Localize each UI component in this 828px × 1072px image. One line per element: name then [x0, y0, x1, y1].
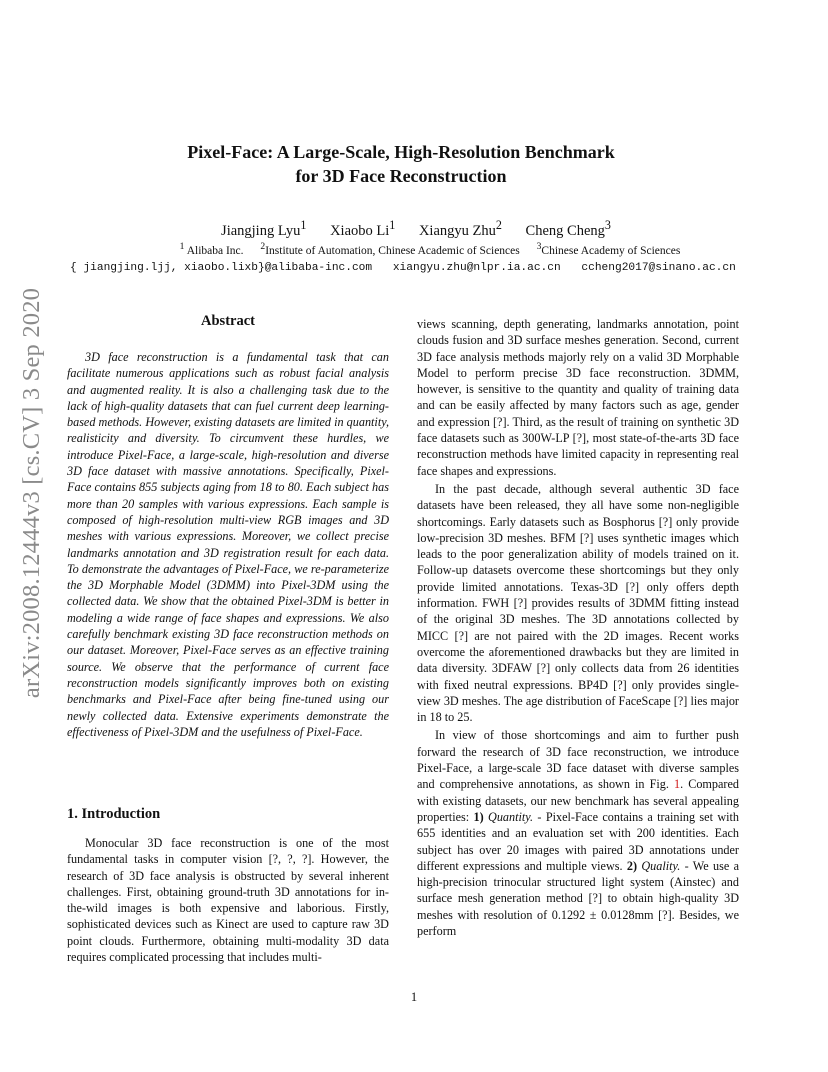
email: ccheng2017@sinano.ac.cn: [581, 262, 736, 274]
introduction-left-column: [67, 835, 389, 965]
author: [418, 218, 502, 239]
author-affil-sup: 1: [300, 218, 307, 232]
author: [525, 218, 611, 239]
right-column: [417, 316, 739, 939]
paper-title: [100, 140, 702, 188]
author-affil-sup: 1: [389, 218, 396, 232]
affiliation-sup: 1: [179, 241, 185, 252]
author: [330, 218, 396, 239]
author-list: [150, 218, 682, 240]
body-paragraph: Monocular 3D face reconstruction is one of the most fundamental tasks in computer vision [?, ?, ?]. However, the research of 3D face analysis is obstructed by several inherent challenges. First, obtaining ground-truth 3D annotations for in-the-wild images is both expensive and laborious. Firstly, sophisticated devices such as Kinect are used to capture raw 3D point clouds. Furthermore, obtaining multi-modality 3D data requires complicated processing that includes multi-: [67, 836, 389, 965]
affiliation: [536, 241, 681, 257]
affiliation-list: [90, 241, 770, 257]
affiliation-text: Institute of Automation, Chinese Academic of Sciences: [265, 244, 520, 257]
property-number: 2): [626, 858, 642, 873]
author-name: Xiangyu Zhu: [418, 222, 496, 239]
page-number: 1: [410, 990, 418, 1004]
text-run: . Compared with existing datasets, our new benchmark has several appealing properties:: [417, 777, 739, 824]
author-affil-sup: 3: [604, 218, 611, 232]
author-name: Cheng Cheng: [525, 222, 605, 239]
affiliation-text: Chinese Academy of Sciences: [541, 244, 681, 257]
text-run: In view of those shortcomings and aim to further push forward the research of 3D face reconstruction, we introduce Pixel-Face, a large-scale 3D face dataset with diverse samples and comprehensive annotations, as shown in Fig.: [417, 728, 739, 792]
author-name: Xiaobo Li: [330, 222, 390, 239]
affiliation-sup: 2: [260, 241, 266, 252]
body-paragraph: [417, 727, 739, 939]
property-number: 1): [473, 809, 489, 824]
abstract-body: [67, 349, 389, 740]
property-label: Quality.: [641, 858, 681, 873]
title-line-2: for 3D Face Reconstruction: [295, 166, 507, 186]
section-heading-introduction: 1. Introduction: [67, 806, 161, 822]
text-run: - We use a high-precision trinocular structured light system (Ainstec) and surface mesh generation method [?] to obtain high-quality 3D meshes with resolution of 0.1292 ± 0.0128mm [?]. Besides, we perform: [417, 858, 739, 938]
property-label: Quantity.: [488, 809, 534, 824]
body-paragraph: In the past decade, although several authentic 3D face datasets have been released, they all have some non-negligible shortcomings. Early datasets such as Bosphorus [?] only provide low-precision 3D meshes. BFM [?] uses synthetic images which leads to the poor generalization ability of models trained on it. Follow-up datasets overcome these shortcomings but they only provide limited annotations. Texas-3D [?] only offers depth information. FWH [?] provides results of 3DMM fitting instead of the original 3D meshes. The 3D annotations collected by MICC [?] are not paired with the 2D images. Recent works overcome the aforementioned drawbacks but they are limited in data diversity. 3DFAW [?] only collects data from 26 identities with fixed neutral expressions. BP4D [?] only provides single-view 3D meshes. The age distribution of FaceScape [?] lies major in 18 to 25.: [417, 481, 739, 725]
author-affil-sup: 2: [495, 218, 502, 232]
abstract-heading: Abstract: [201, 313, 255, 329]
arxiv-stamp: [6, 287, 58, 699]
arxiv-stamp-text: arXiv:2008.12444v3 [cs.CV] 3 Sep 2020: [18, 287, 45, 699]
affiliation-text: Alibaba Inc.: [184, 244, 244, 257]
author-name: Jiangjing Lyu: [221, 222, 301, 239]
abstract-paragraph: 3D face reconstruction is a fundamental task that can facilitate numerous applications such as robust facial analysis and augmented reality. It is also a challenging task due to the lack of high-quality datasets that can fuel current deep learning-based methods. However, existing datasets are limited in quantity, realisticity and diversity. To circumvent these hurdles, we introduce Pixel-Face, a large-scale, high-resolution and diverse 3D face dataset with massive annotations. Specifically, Pixel-Face contains 855 subjects aging from 18 to 80. Each subject has more than 20 samples with various expressions. Each sample is composed of high-resolution multi-view RGB images and 3D meshes with various expressions. Moreover, we collect precise landmarks annotation and 3D registration result for each data. To demonstrate the advantages of Pixel-Face, we re-parameterize the 3D Morphable Model (3DMM) into Pixel-3DM using the collected data. We show that the obtained Pixel-3DM is better in modeling a wide range of face shapes and expressions. We also carefully benchmark existing 3D face reconstruction methods on our dataset. Moreover, Pixel-Face serves as an effective training source. We observe that the performance of current face reconstruction models significantly improves both on existing benchmarks and Pixel-Face after being fine-tuned using our newly collected data. Extensive experiments demonstrate the effectiveness of Pixel-3DM and the usefulness of Pixel-Face.: [67, 350, 389, 739]
title-line-1: Pixel-Face: A Large-Scale, High-Resolution Benchmark: [187, 142, 615, 162]
email-list: [70, 262, 790, 274]
affiliation: [260, 241, 520, 257]
affiliation-sup: 3: [536, 241, 542, 252]
author: [221, 218, 307, 239]
body-paragraph: views scanning, depth generating, landmarks annotation, point clouds fusion and 3D surface meshes generation. Second, current 3D face analysis methods majorly rely on a valid 3D Morphable Model to perform precise 3D face reconstruction. 3DMM, however, is sensitive to the quantity and quality of training data and can be easily affected by many factors such as age, gender and expression [?]. Third, as the result of training on synthetic 3D face datasets such as 300W-LP [?], most state-of-the-arts 3D face reconstruction methods have limited capacity in representing real face shapes and expressions.: [417, 317, 739, 478]
figure-reference-link[interactable]: 1: [673, 777, 681, 792]
email: { jiangjing.ljj, xiaobo.lixb}@alibaba-inc.com: [70, 262, 373, 274]
text-run: - Pixel-Face contains a training set with 655 identities and an evaluation set with 200 identities. Each subject has over 20 images with paired 3D annotations under different expressions and multiple views.: [417, 809, 739, 873]
email: xiangyu.zhu@nlpr.ia.ac.cn: [392, 262, 561, 274]
affiliation: [179, 241, 244, 257]
